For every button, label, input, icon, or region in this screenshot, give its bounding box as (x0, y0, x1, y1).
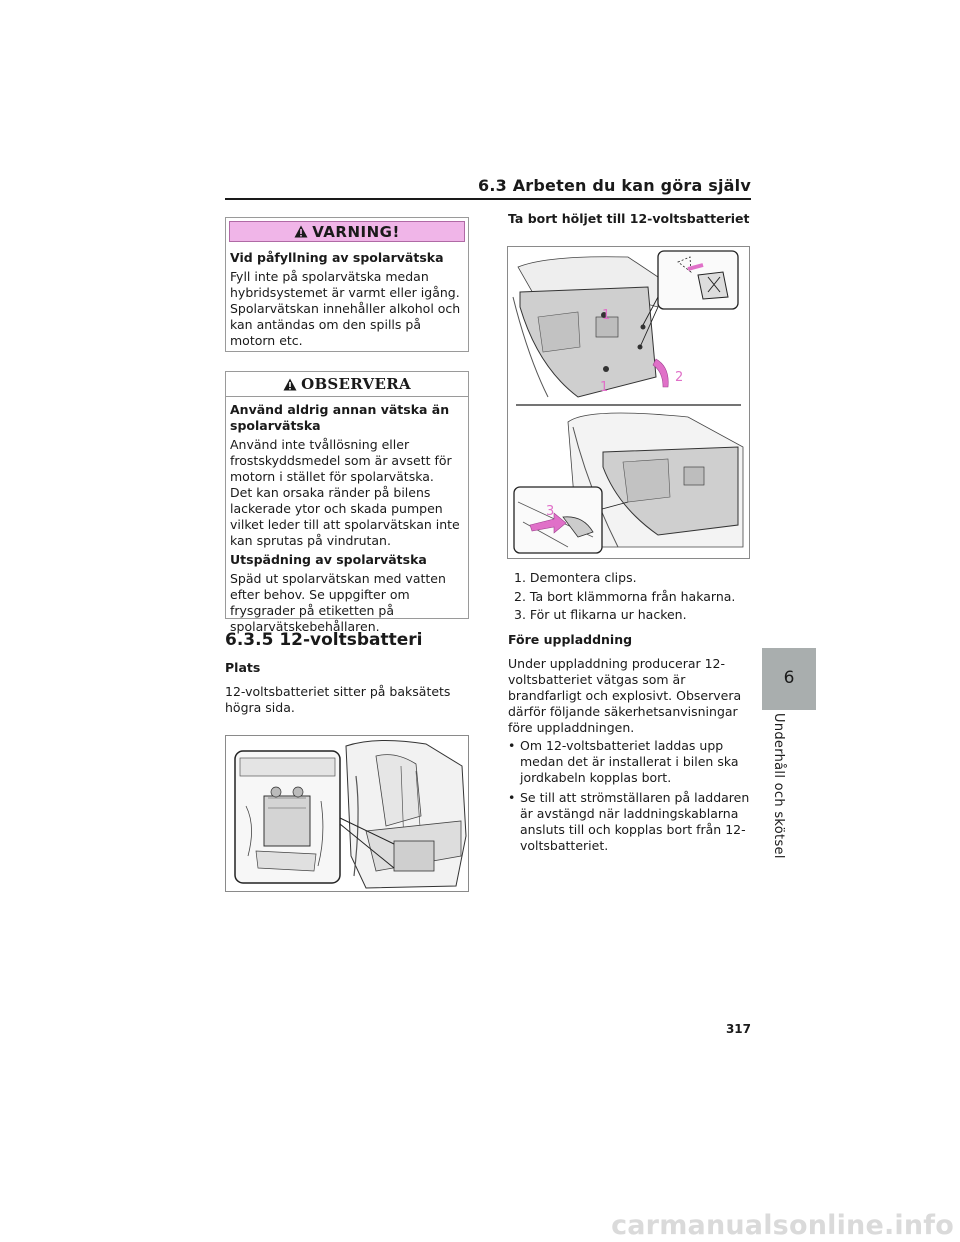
remove-cover-figure (507, 246, 750, 559)
steps-list (508, 570, 752, 626)
notice-heading-1: Använd aldrig annan vätska än spolarvätska (230, 402, 450, 433)
page-number: 317 (725, 1022, 751, 1036)
battery-location-illustration (226, 736, 468, 891)
bullet-text: Om 12-voltsbatteriet laddas upp medan det är installerat i bilen ska jordkabeln kopplas bort. (520, 738, 739, 785)
watermark: carmanualsonline.info (611, 1210, 954, 1241)
notice-text-3: Späd ut spolarvätskan med vatten efter behov. Se uppgifter om frysgrader på etiketten på spolarvätskebehållaren. (230, 571, 446, 634)
chapter-label: Underhåll och skötsel (771, 713, 786, 859)
notice-label: OBSERVERA (301, 375, 411, 393)
warning-label: VARNING! (312, 222, 400, 241)
callout-2: 2 (675, 370, 684, 385)
step-item: 1. Demontera clips. (514, 570, 637, 585)
header-rule (225, 198, 751, 200)
notice-heading-2: Utspädning av spolarvätska (230, 552, 427, 567)
battery-location-figure (225, 735, 469, 892)
remove-cover-illustration (508, 247, 749, 558)
warning-heading: Vid påfyllning av spolarvätska (230, 250, 444, 265)
notice-text-1: Använd inte tvållösning eller frostskyddsmedel som är avsett för motorn i stället för spolarvätska. (230, 437, 452, 484)
location-text: 12-voltsbatteriet sitter på baksätets högra sida. (225, 684, 451, 715)
before-charging-text: Under uppladdning producerar 12-voltsbatteriet vätgas som är brandfarligt och explosivt. Observera därför följande säkerhetsanvisningar före uppladdningen. (508, 656, 742, 735)
safety-bullets (508, 738, 752, 858)
callout-1-top: 1 (602, 308, 611, 323)
list-item (508, 738, 752, 786)
step-item: 3. För ut flikarna ur hacken. (514, 607, 687, 622)
list-item (508, 790, 752, 854)
bullet-dot: • (508, 790, 516, 805)
notice-header (226, 372, 468, 397)
section-header: 6.3 Arbeten du kan göra själv (478, 176, 751, 195)
step-item: 2. Ta bort klämmorna från hakarna. (514, 588, 736, 604)
warning-box (225, 217, 469, 352)
warning-triangle-icon (294, 225, 308, 238)
before-charging-heading: Före uppladdning (508, 632, 633, 647)
location-heading: Plats (225, 660, 261, 675)
warning-header (229, 221, 465, 242)
chapter-number: 6 (783, 668, 795, 688)
remove-cover-heading: Ta bort höljet till 12-voltsbatteriet (508, 211, 750, 226)
bullet-text: Se till att strömställaren på laddaren är avstängd när laddningskablarna ansluts till och kopplas bort från 12-voltsbatteriet. (520, 790, 750, 853)
notice-triangle-icon (283, 378, 297, 391)
warning-text: Fyll inte på spolarvätska medan hybridsystemet är varmt eller igång. Spolarvätskan innehåller alkohol och kan antändas om den spills på motorn etc. (230, 269, 461, 348)
callout-3: 3 (546, 504, 555, 519)
notice-text-2: Det kan orsaka ränder på bilens lackerade ytor och skada pumpen vilket leder till att spolarvätskan inte kan sprutas på vindrutan. (230, 485, 460, 548)
section-title: 6.3.5 12-voltsbatteri (225, 630, 423, 650)
notice-box (225, 371, 469, 634)
bullet-dot: • (508, 738, 516, 753)
callout-1-bottom: 1 (600, 380, 609, 395)
